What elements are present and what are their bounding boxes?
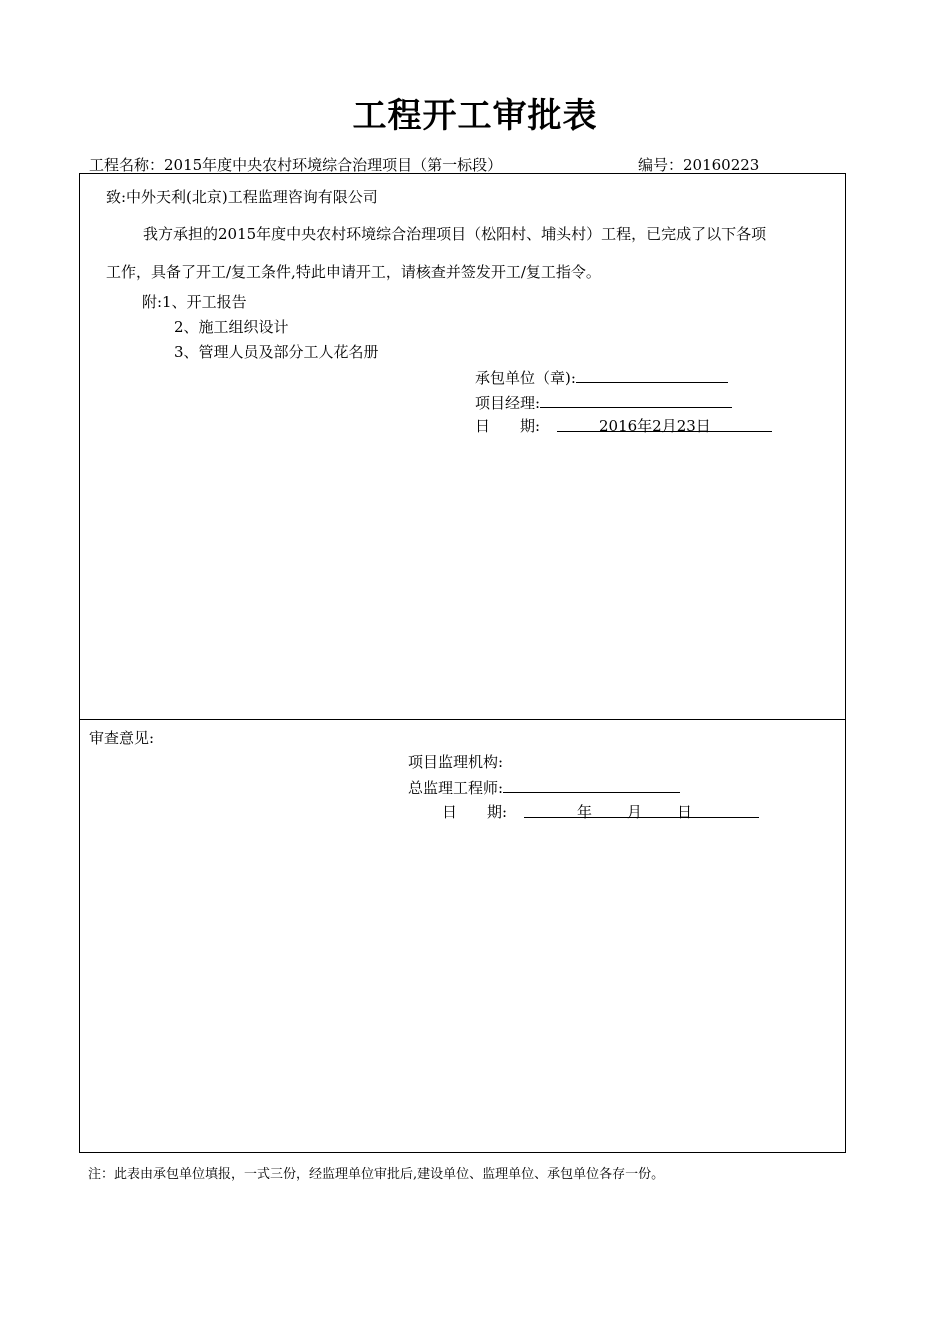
project-name: 工程名称：2015年度中央农村环境综合治理项目（第一标段） xyxy=(89,156,503,174)
page-title: 工程开工审批表 xyxy=(352,96,598,136)
form-number: 编号：20160223 xyxy=(638,156,760,174)
contractor-seal-line xyxy=(576,366,728,383)
review-date-month: 月 xyxy=(627,803,643,821)
attachment-1: 附:1、开工报告 xyxy=(142,293,247,311)
application-date-value: 2016年2月23日 xyxy=(599,417,711,435)
addressee: 致:中外天利(北京)工程监理咨询有限公司 xyxy=(106,188,378,206)
application-date xyxy=(475,415,540,436)
supervision-org-label: 项目监理机构: xyxy=(408,753,504,771)
chief-engineer-signature xyxy=(408,776,680,798)
attachment-3: 3、管理人员及部分工人花名册 xyxy=(174,343,379,361)
manager-label: 项目经理: xyxy=(475,394,541,412)
application-body-line-2: 工作，具备了开工/复工条件,特此申请开工，请核查并签发开工/复工指令。 xyxy=(106,263,601,281)
manager-signature xyxy=(475,391,732,413)
attachment-2: 2、施工组织设计 xyxy=(174,318,289,336)
section-divider xyxy=(79,719,846,720)
review-date-year: 年 xyxy=(577,803,593,821)
review-date-label: 日 期: xyxy=(442,803,508,821)
application-body-line-1: 我方承担的2015年度中央农村环境综合治理项目（松阳村、埔头村）工程，已完成了以下各项 xyxy=(143,225,767,243)
manager-signature-line xyxy=(540,391,732,408)
footnote: 注：此表由承包单位填报，一式三份，经监理单位审批后,建设单位、监理单位、承包单位各存一份。 xyxy=(88,1167,665,1182)
contractor-label: 承包单位（章): xyxy=(475,369,576,387)
chief-engineer-label: 总监理工程师: xyxy=(408,779,504,797)
chief-engineer-signature-line xyxy=(503,776,680,793)
application-date-label: 日 期: xyxy=(475,417,541,435)
contractor-signature xyxy=(475,366,728,388)
review-opinion-label: 审查意见: xyxy=(89,729,155,747)
review-date-day: 日 xyxy=(677,803,693,821)
